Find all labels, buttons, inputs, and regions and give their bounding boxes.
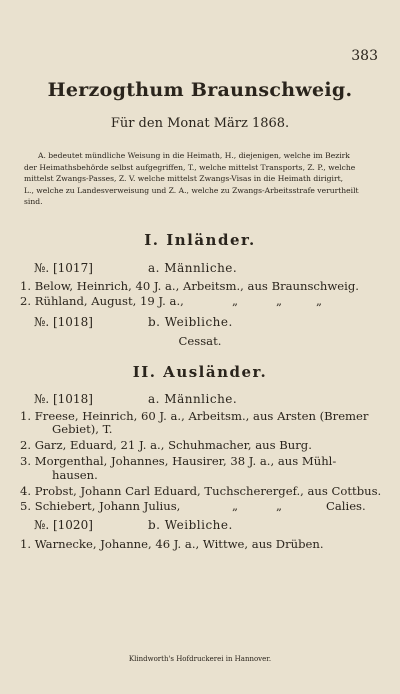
- ditto-mark: „: [276, 499, 283, 513]
- subheading-maennliche: a. Männliche.: [148, 261, 238, 275]
- list-item: 5. Schiebert, Johann Julius,: [20, 499, 181, 513]
- status-text: Cessat.: [178, 334, 222, 348]
- subheading-weibliche: b. Weibliche.: [148, 518, 233, 532]
- entry-number: №. [1020]: [34, 518, 93, 532]
- list-item: 1. Freese, Heinrich, 60 J. a., Arbeitsm., aus Arsten (Bremer: [20, 409, 369, 423]
- subheading-maennliche: a. Männliche.: [148, 392, 238, 406]
- section-heading-inlaender: I. Inländer.: [144, 231, 256, 249]
- note-line: L., welche zu Landesverweisung und Z. A., welche zu Zwangs-Arbeitsstrafe verurtheilt: [24, 185, 359, 195]
- ditto-mark: „: [232, 499, 239, 513]
- ditto-mark: „: [276, 294, 283, 308]
- list-item-continuation: hausen.: [52, 468, 98, 482]
- entry-number: №. [1018]: [34, 392, 93, 406]
- list-item: 4. Probst, Johann Carl Eduard, Tuchscherergef., aus Cottbus.: [20, 484, 382, 498]
- list-item: 1. Below, Heinrich, 40 J. a., Arbeitsm., aus Braunschweig.: [20, 279, 359, 293]
- section-heading-auslaender: II. Ausländer.: [132, 363, 268, 381]
- ditto-mark: „: [316, 294, 323, 308]
- note-line: der Heimathsbehörde selbst aufgegriffen, T., welche mittelst Transports, Z. P., welche: [24, 162, 356, 172]
- list-item: 3. Morgenthal, Johannes, Hausirer, 38 J. a., aus Mühl-: [20, 454, 337, 468]
- place-name: Calies.: [326, 499, 366, 513]
- entry-number: №. [1018]: [34, 315, 93, 329]
- list-item: 1. Warnecke, Johanne, 46 J. a., Wittwe, aus Drüben.: [20, 537, 324, 551]
- list-item-continuation: Gebiet), T.: [52, 422, 113, 436]
- list-item: 2. Garz, Eduard, 21 J. a., Schuhmacher, aus Burg.: [20, 438, 312, 452]
- entry-number: №. [1017]: [34, 261, 93, 275]
- note-line: A. bedeutet mündliche Weisung in die Heimath, H., diejenigen, welche im Bezirk: [38, 151, 350, 160]
- note-line: sind.: [24, 197, 43, 207]
- ditto-mark: „: [232, 294, 239, 308]
- printer-footer: Klindworth's Hofdruckerei in Hannover.: [128, 655, 272, 663]
- list-item: 2. Rühland, August, 19 J. a.,: [20, 294, 184, 308]
- page-subtitle: Für den Monat März 1868.: [110, 116, 290, 131]
- abbreviation-note: [24, 150, 380, 208]
- note-line: mittelst Zwangs-Passes, Z. V. welche mittelst Zwangs-Visas in die Heimath dirigirt,: [24, 174, 344, 184]
- page-number: 383: [351, 48, 378, 64]
- subheading-weibliche: b. Weibliche.: [148, 315, 233, 329]
- page-title: Herzogthum Braunschweig.: [47, 79, 353, 101]
